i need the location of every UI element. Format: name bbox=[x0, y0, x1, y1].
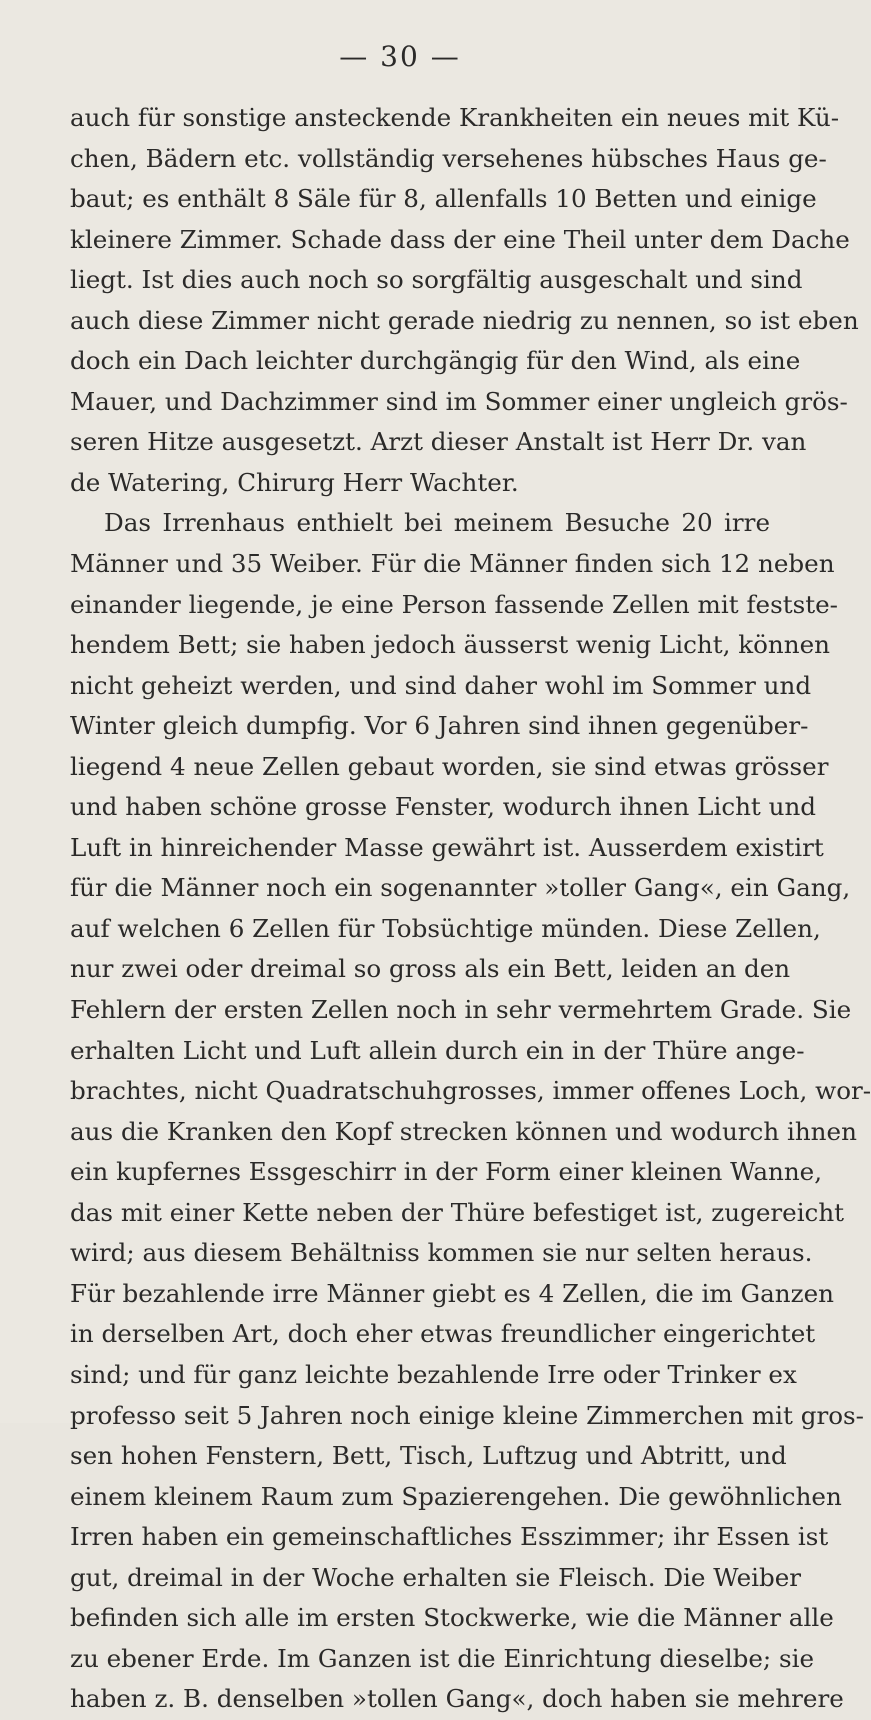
text-line: kleinere Zimmer. Schade dass der eine Theil unter dem Dache bbox=[70, 224, 850, 254]
text-line: Das Irrenhaus enthielt bei meinem Besuche 20 irre bbox=[104, 508, 770, 538]
text-line: de Watering, Chirurg Herr Wachter. bbox=[70, 467, 519, 497]
text-line: doch ein Dach leichter durchgängig für den Wind, als eine bbox=[70, 346, 801, 376]
text-line: einem kleinem Raum zum Spazierengehen. Die gewöhnlichen bbox=[70, 1481, 842, 1511]
text-line: und haben schöne grosse Fenster, wodurch ihnen Licht und bbox=[70, 792, 817, 822]
text-line: nur zwei oder dreimal so gross als ein Bett, leiden an den bbox=[70, 954, 791, 984]
text-line: wird; aus diesem Behältniss kommen sie nur selten heraus. bbox=[70, 1238, 813, 1268]
text-line: auch für sonstige ansteckende Krankheiten ein neues mit Kü- bbox=[70, 103, 840, 132]
text-line: einander liegende, je eine Person fassende Zellen mit festste- bbox=[70, 589, 838, 619]
text-line: Mauer, und Dachzimmer sind im Sommer einer ungleich grös- bbox=[70, 386, 848, 416]
body-text bbox=[70, 98, 871, 1720]
text-line: brachtes, nicht Quadratschuhgrosses, immer offenes Loch, wor- bbox=[70, 1076, 871, 1106]
text-line: Irren haben ein gemeinschaftliches Esszimmer; ihr Essen ist bbox=[70, 1522, 829, 1552]
text-line: chen, Bädern etc. vollständig versehenes hübsches Haus ge- bbox=[70, 143, 827, 173]
text-line: Fehlern der ersten Zellen noch in sehr vermehrtem Grade. Sie bbox=[70, 995, 852, 1025]
text-line: ein kupfernes Essgeschirr in der Form einer kleinen Wanne, bbox=[70, 1157, 823, 1187]
text-line: baut; es enthält 8 Säle für 8, allenfalls 10 Betten und einige bbox=[70, 184, 817, 214]
text-line: in derselben Art, doch eher etwas freundlicher eingerichtet bbox=[70, 1319, 816, 1349]
text-line: professo seit 5 Jahren noch einige kleine Zimmerchen mit gros- bbox=[70, 1400, 864, 1430]
text-line: für die Männer noch ein sogenannter »toller Gang«, ein Gang, bbox=[70, 873, 851, 903]
text-line: gut, dreimal in der Woche erhalten sie Fleisch. Die Weiber bbox=[70, 1562, 802, 1592]
text-line: auch diese Zimmer nicht gerade niedrig zu nennen, so ist eben bbox=[70, 305, 859, 335]
text-line: hendem Bett; sie haben jedoch äusserst wenig Licht, können bbox=[70, 630, 831, 660]
text-line: Männer und 35 Weiber. Für die Männer finden sich 12 neben bbox=[70, 549, 835, 579]
text-line: auf welchen 6 Zellen für Tobsüchtige münden. Diese Zellen, bbox=[70, 913, 821, 943]
text-line: haben z. B. denselben »tollen Gang«, doch haben sie mehrere bbox=[70, 1684, 844, 1714]
text-line: befinden sich alle im ersten Stockwerke, wie die Männer alle bbox=[70, 1603, 834, 1633]
text-line: das mit einer Kette neben der Thüre befestiget ist, zugereicht bbox=[70, 1197, 845, 1227]
text-line: liegend 4 neue Zellen gebaut worden, sie sind etwas grösser bbox=[70, 751, 829, 781]
page-number: — 30 — bbox=[339, 40, 461, 73]
text-line: zu ebener Erde. Im Ganzen ist die Einrichtung dieselbe; sie bbox=[70, 1643, 815, 1673]
text-line: aus die Kranken den Kopf strecken können und wodurch ihnen bbox=[70, 1116, 857, 1146]
text-line: Luft in hinreichender Masse gewährt ist. Ausserdem existirt bbox=[70, 832, 824, 862]
text-line: Winter gleich dumpfig. Vor 6 Jahren sind ihnen gegenüber- bbox=[70, 711, 809, 741]
text-line: seren Hitze ausgesetzt. Arzt dieser Anstalt ist Herr Dr. van bbox=[70, 427, 807, 457]
text-line: sen hohen Fenstern, Bett, Tisch, Luftzug und Abtritt, und bbox=[70, 1441, 787, 1471]
text-line: erhalten Licht und Luft allein durch ein in der Thüre ange- bbox=[70, 1035, 805, 1065]
text-line: nicht geheizt werden, und sind daher wohl im Sommer und bbox=[70, 670, 812, 700]
text-line: sind; und für ganz leichte bezahlende Irre oder Trinker ex bbox=[70, 1359, 797, 1389]
text-line: liegt. Ist dies auch noch so sorgfältig ausgeschalt und sind bbox=[70, 265, 803, 295]
text-line: Für bezahlende irre Männer giebt es 4 Zellen, die im Ganzen bbox=[70, 1278, 834, 1308]
